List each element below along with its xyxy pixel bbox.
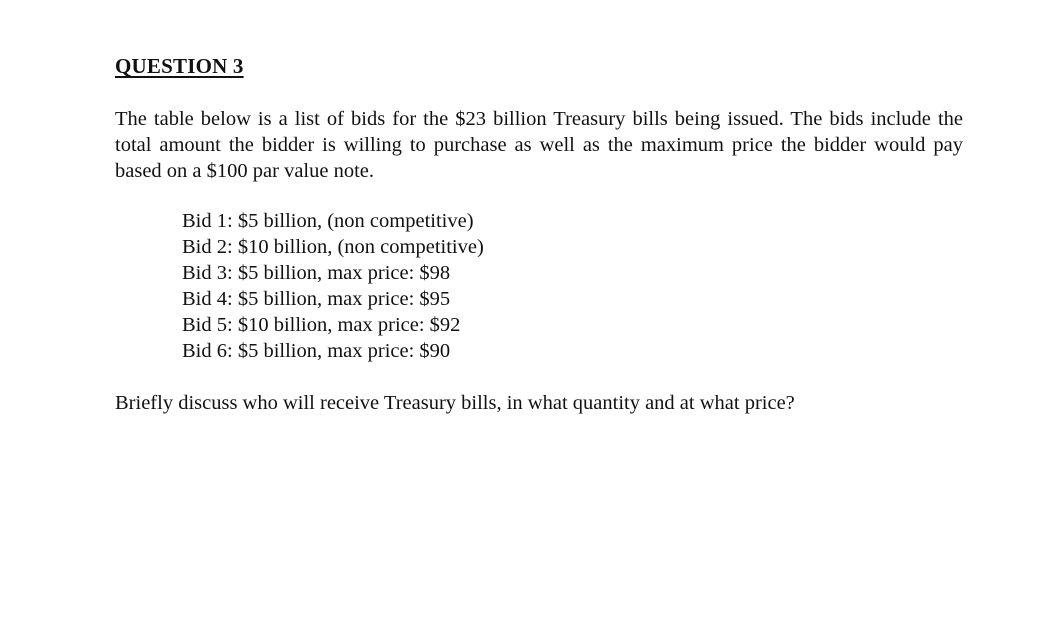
bid-item: Bid 1: $5 billion, (non competitive) (182, 210, 474, 232)
bid-item: Bid 6: $5 billion, max price: $90 (182, 340, 451, 362)
bid-item: Bid 5: $10 billion, max price: $92 (182, 314, 461, 336)
bid-item: Bid 4: $5 billion, max price: $95 (182, 288, 451, 310)
intro-paragraph: The table below is a list of bids for the $23 billion Treasury bills being issued. The bids include the total amount the bidder is willing to purchase as well as the maximum price the bidder would pay based on a $100 par value note. (115, 108, 963, 182)
question-heading: QUESTION 3 (115, 54, 244, 78)
bid-item: Bid 3: $5 billion, max price: $98 (182, 262, 451, 284)
discussion-question: Briefly discuss who will receive Treasury bills, in what quantity and at what price? (115, 392, 795, 414)
bid-list (182, 208, 484, 364)
bid-item: Bid 2: $10 billion, (non competitive) (182, 236, 484, 258)
